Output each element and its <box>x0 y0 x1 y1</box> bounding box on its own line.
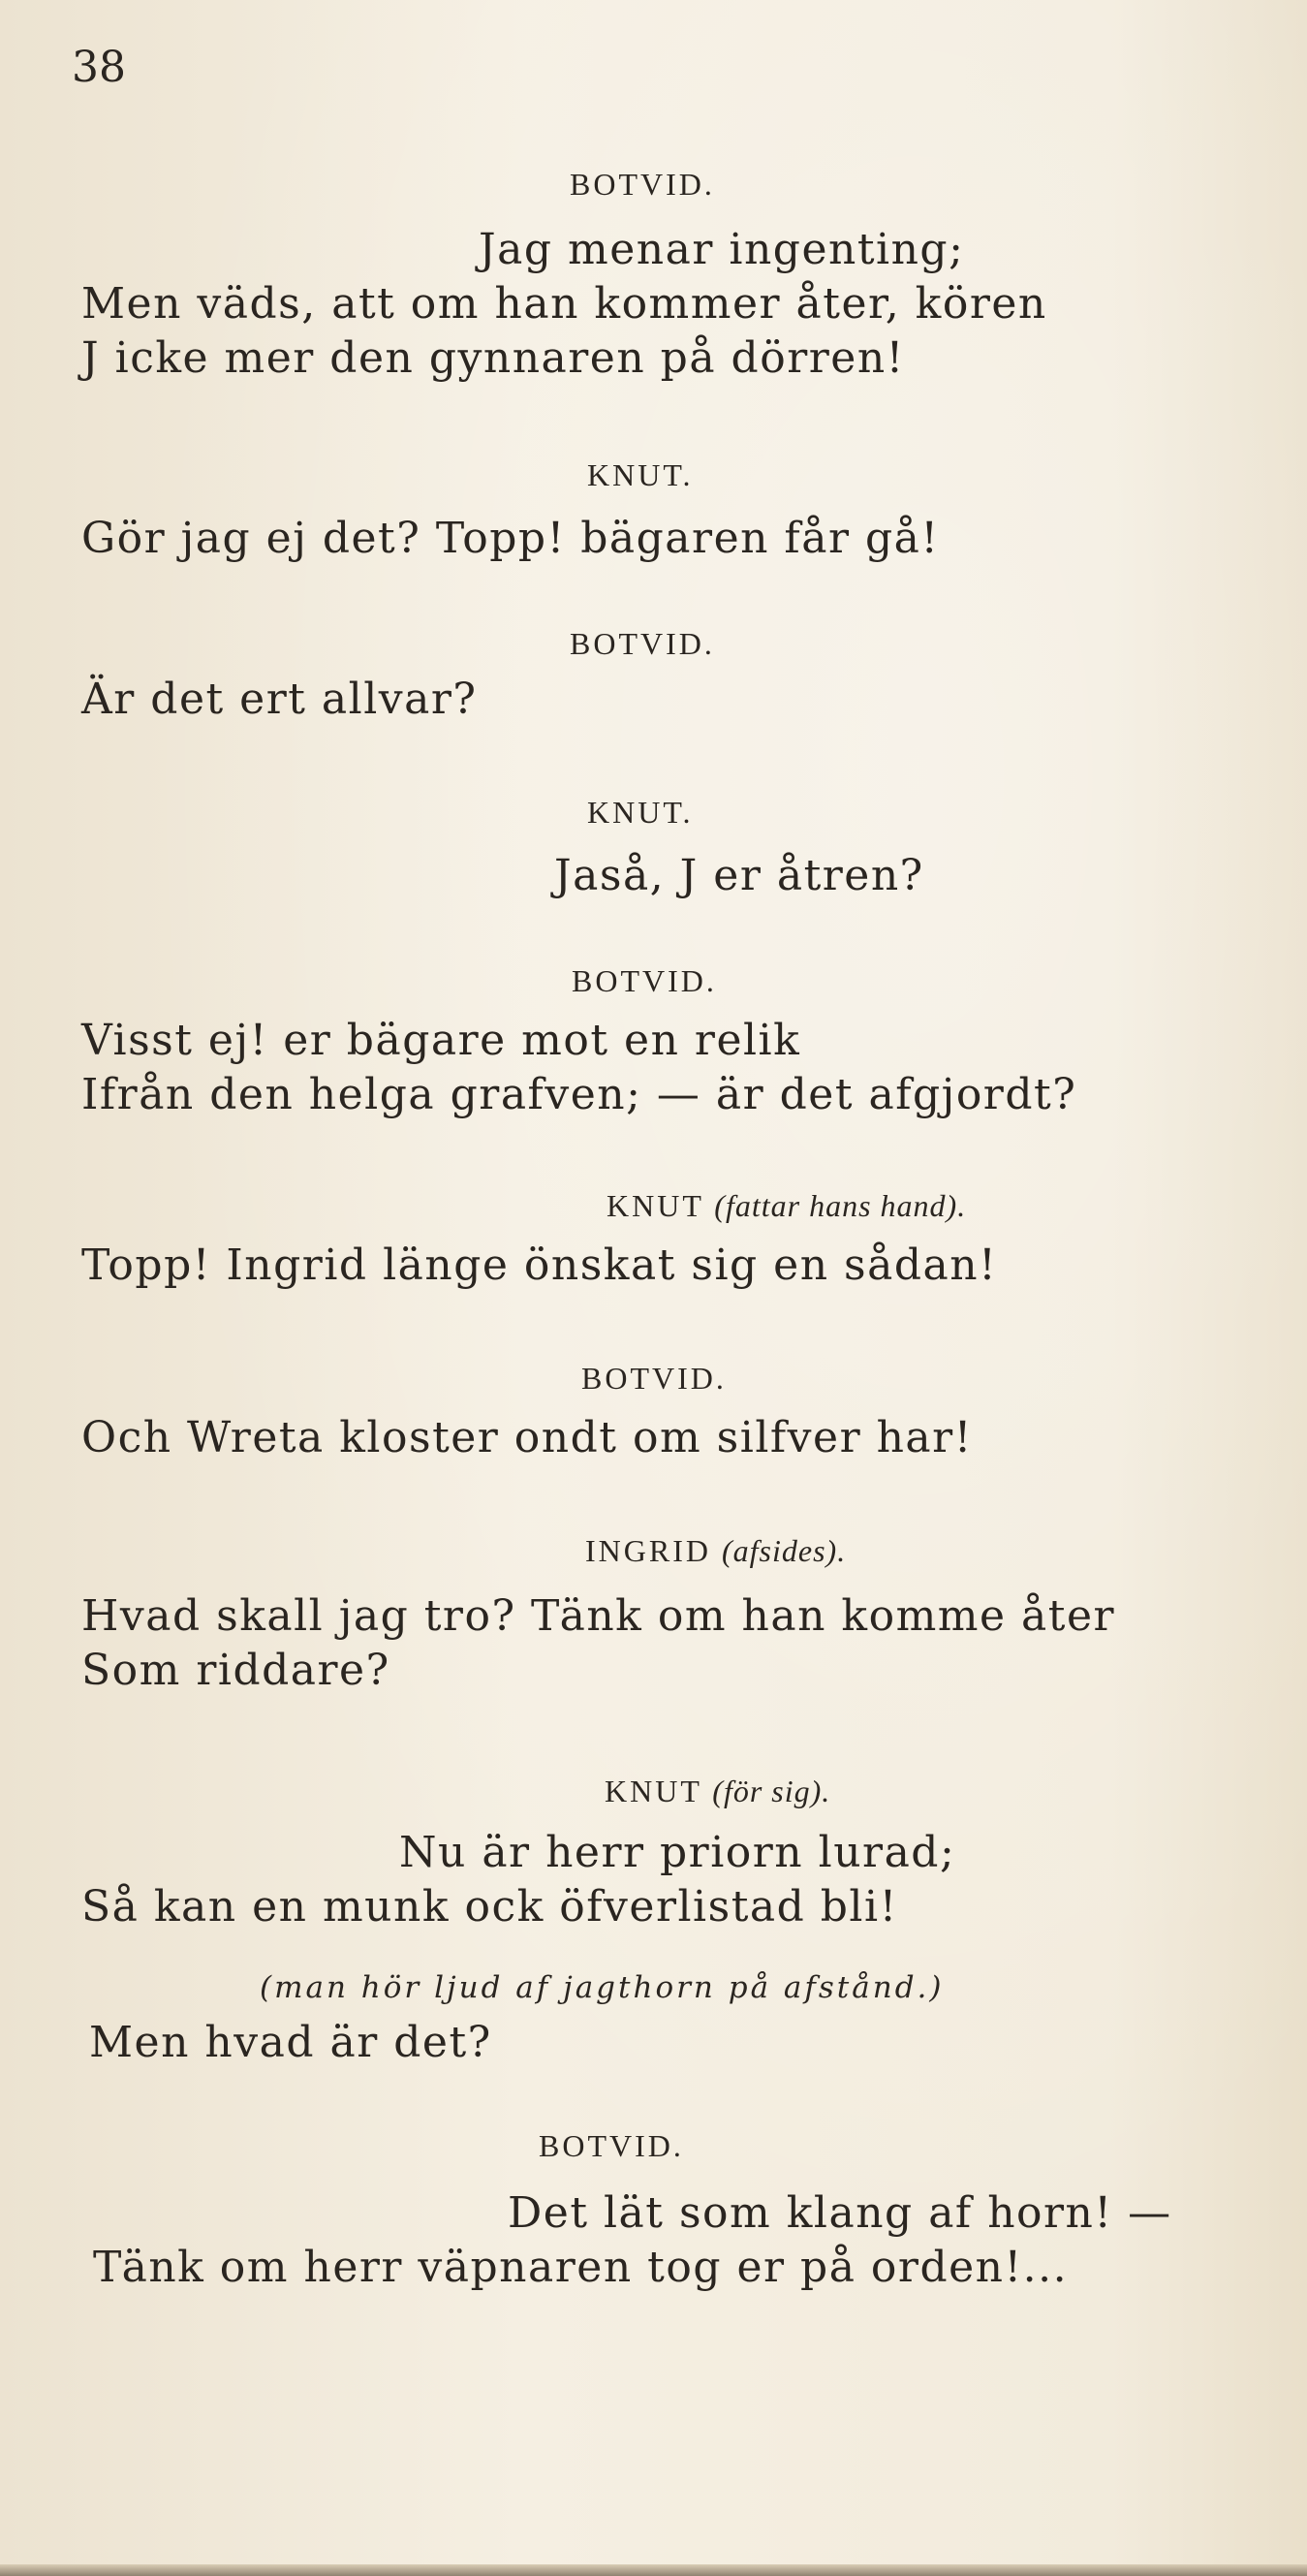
stage-direction: (man hör ljud af jagthorn på afstånd.) <box>260 1970 945 2005</box>
verse-line: Topp! Ingrid länge önskat sig en sådan! <box>81 1241 998 1290</box>
verse-line: Gör jag ej det? Topp! bägaren får gå! <box>81 514 940 563</box>
verse-line: Ifrån den helga grafven; — är det afgjordt? <box>81 1070 1077 1119</box>
verse-line: Men väds, att om han kommer åter, kören <box>81 279 1047 329</box>
stage-direction: (för sig). <box>712 1774 831 1808</box>
verse-line: Tänk om herr väpnaren tog er på orden!... <box>93 2243 1069 2292</box>
verse-line: Visst ej! er bägare mot en relik <box>81 1016 801 1065</box>
speaker-name: BOTVID. <box>572 963 717 998</box>
stage-direction: (fattar hans hand). <box>714 1188 967 1223</box>
speaker-name: BOTVID. <box>581 1361 727 1396</box>
verse-line: Och Wreta kloster ondt om silfver har! <box>81 1413 973 1462</box>
verse-line: Men hvad är det? <box>89 2018 492 2067</box>
verse-line: Är det ert allvar? <box>81 675 478 724</box>
verse-line: Jaså, J er åtren? <box>554 851 924 900</box>
verse-line: Jag menar ingenting; <box>479 225 965 274</box>
verse-line: Nu är herr priorn lurad; <box>399 1828 956 1877</box>
speaker-name: BOTVID. <box>570 167 715 202</box>
stage-direction: (afsides). <box>721 1533 847 1568</box>
speaker-name: KNUT <box>607 1188 704 1223</box>
verse-line: Det lät som klang af horn! — <box>508 2188 1172 2238</box>
speaker-name: BOTVID. <box>570 626 715 661</box>
verse-line: Så kan en munk ock öfverlistad bli! <box>81 1882 898 1932</box>
speaker-with-direction <box>605 1775 830 1806</box>
speaker-with-direction <box>607 1190 966 1221</box>
page-bottom-edge <box>0 2564 1307 2576</box>
speaker-name: KNUT <box>605 1774 702 1808</box>
speaker-name: KNUT. <box>587 457 694 492</box>
speaker-name: INGRID <box>585 1533 711 1568</box>
page-number: 38 <box>72 43 126 92</box>
verse-line: J icke mer den gynnaren på dörren! <box>81 333 905 383</box>
speaker-name: BOTVID. <box>539 2128 684 2163</box>
verse-line: Hvad skall jag tro? Tänk om han komme åter <box>81 1591 1116 1641</box>
speaker-with-direction <box>585 1535 846 1566</box>
speaker-name: KNUT. <box>587 795 694 830</box>
verse-line: Som riddare? <box>81 1646 390 1695</box>
